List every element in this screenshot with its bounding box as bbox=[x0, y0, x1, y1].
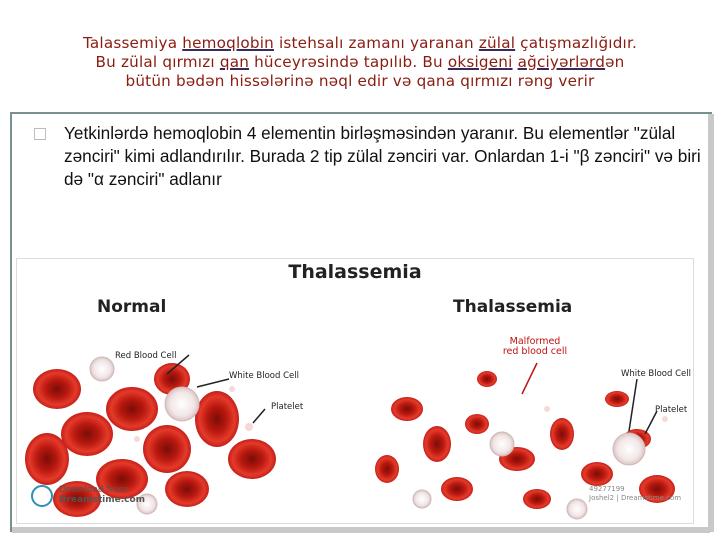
oksigeni-link[interactable]: oksigeni bbox=[447, 53, 513, 71]
agciyerlerden-link[interactable]: ağciyərlərd bbox=[517, 53, 606, 71]
bullet-icon bbox=[34, 128, 46, 140]
qan-link[interactable]: qan bbox=[219, 53, 250, 71]
stock-id: 49277199 Joshel2 | Dreamstime.com bbox=[589, 485, 682, 502]
malformed-cell-label: Malformed red blood cell bbox=[502, 336, 568, 357]
white-blood-cell-label-left: White Blood Cell bbox=[229, 371, 299, 381]
zulal-link[interactable]: zülal bbox=[478, 34, 516, 52]
hemoglobin-link[interactable]: hemoqlobin bbox=[182, 34, 274, 52]
body-paragraph: Yetkinlərdə hemoqlobin 4 elementin birləşməsindən yaranır. Bu elementlər "zülal zənciri" kimi adlandırılır. Burada 2 tip zülal zənciri var. Onlardan 1-i "β zənciri" və biri də "α zənciri" adlanır bbox=[64, 123, 701, 189]
figure-title: Thalassemia bbox=[288, 261, 422, 283]
platelet-label-right: Platelet bbox=[655, 405, 688, 415]
dreamstime-logo-icon bbox=[31, 485, 53, 507]
frame-shadow-right bbox=[708, 114, 714, 532]
thalassemia-figure bbox=[16, 258, 694, 524]
normal-label: Normal bbox=[97, 297, 167, 317]
platelet-label-left: Platelet bbox=[271, 402, 304, 412]
white-blood-cell-label-right: White Blood Cell bbox=[621, 369, 691, 379]
thalassemia-label: Thalassemia bbox=[453, 297, 573, 317]
red-blood-cell-label: Red Blood Cell bbox=[115, 351, 177, 361]
frame-shadow-bottom bbox=[12, 527, 710, 533]
download-credit: Download from Dreamstime.com bbox=[59, 485, 146, 505]
slide-title: Talassemiya hemoqlobin istehsalı zamanı yaranan zülal çatışmazlığıdır. Bu zülal qırmızı qan hüceyrəsində tapılıb. Bu oksigeni ağciyərlərdən bütün bədən hissələrinə nəql edir və qana qırmızı rəng verir bbox=[82, 34, 638, 90]
